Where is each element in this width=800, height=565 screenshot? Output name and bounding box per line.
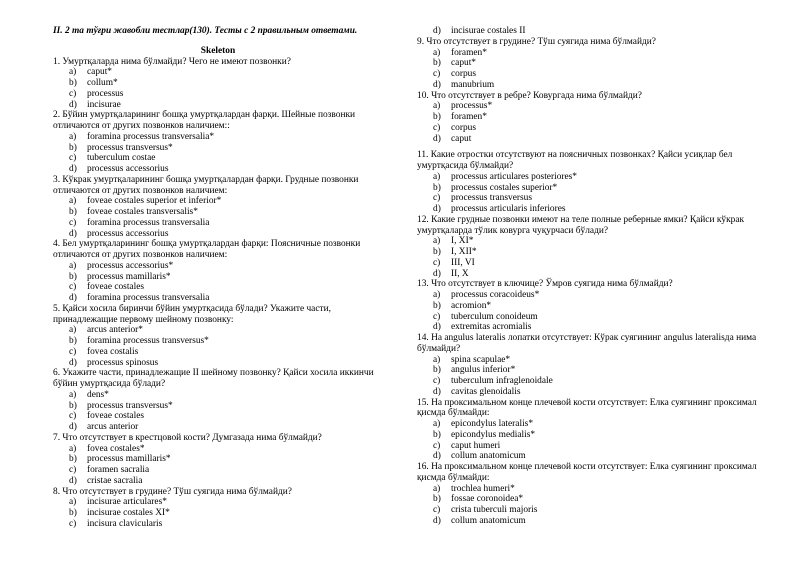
answer-option [417, 258, 762, 269]
answer-option [53, 293, 393, 304]
option-letter: c) [69, 346, 77, 357]
answer-option [53, 325, 393, 336]
option-text: foramina processus transversalia [87, 293, 210, 303]
answer-option [53, 358, 393, 369]
option-letter: b) [433, 300, 441, 311]
option-text: fovea costales* [87, 443, 145, 454]
option-text: incisurae costales II [451, 26, 526, 36]
answer-option [53, 78, 393, 89]
answer-option [417, 387, 762, 398]
option-text: processus articularis inferiores [451, 204, 566, 214]
option-letter: c) [69, 518, 77, 529]
answer-option [53, 67, 393, 78]
answer-option [417, 290, 762, 301]
answer-option [417, 134, 762, 145]
question-text: 7. Что отсутствует в крестцовой кости? Думгазада нима бўлмайди? [53, 432, 322, 443]
option-letter: d) [433, 26, 441, 36]
answer-option [417, 172, 762, 183]
right-column [417, 26, 762, 527]
option-letter: c) [69, 411, 77, 422]
option-text: foramina processus transversus* [87, 336, 209, 346]
answer-option [417, 484, 762, 495]
answer-option [417, 123, 762, 134]
option-text: processus* [451, 101, 493, 112]
option-text: foveae costales transversalis* [87, 207, 198, 217]
answer-option [53, 411, 393, 422]
option-letter: d) [433, 79, 441, 90]
left-column [53, 26, 393, 530]
option-letter: c) [69, 465, 77, 475]
section-title: Skeleton [200, 45, 236, 56]
option-letter: a) [433, 354, 441, 365]
option-text: corpus [451, 69, 476, 79]
option-letter: c) [433, 193, 441, 204]
answer-option [417, 247, 762, 258]
option-text: incisurae [87, 99, 121, 110]
option-letter: c) [69, 282, 77, 293]
option-text: processus accessorius* [87, 260, 174, 271]
option-text: foramen* [451, 112, 487, 122]
answer-option [417, 430, 762, 441]
option-letter: a) [433, 483, 441, 494]
option-letter: c) [433, 376, 441, 386]
answer-option [53, 390, 393, 401]
option-letter: d) [433, 204, 441, 214]
answer-option [53, 89, 393, 100]
option-letter: d) [69, 293, 77, 303]
option-letter: a) [433, 47, 441, 58]
option-text: acromion* [451, 300, 492, 311]
answer-option [53, 401, 393, 412]
answer-option [417, 365, 762, 376]
option-text: processus accessorius [87, 228, 169, 239]
answer-option [53, 207, 393, 218]
left-question-list [53, 57, 393, 530]
question-text: 11. Какие отростки отсутствуют на поясничных позвонках? Қайси усиқлар бел умуртқасида бўлмайди? [417, 150, 733, 171]
answer-option [53, 476, 393, 487]
option-letter: d) [433, 322, 441, 333]
option-letter: c) [433, 505, 441, 515]
answer-option [53, 143, 393, 154]
question-text: 8. Что отсутствует в грудине? Тўш суягида нима бўлмайди? [53, 486, 292, 497]
question-text: 12. Какие грудные позвонки имеют на теле полные реберные ямки? Қайси кўкрак умуртқаларда тўлик ковурга чуқурчаси бўлади? [417, 214, 745, 236]
option-text: collum anatomicum [451, 515, 526, 526]
option-text: I, XII* [451, 247, 477, 257]
option-letter: a) [433, 101, 441, 112]
option-letter: b) [433, 365, 441, 376]
answer-option [417, 26, 762, 37]
question-text: 4. Бел умуртқаларининг бошқа умуртқалардан фарқи: Поясничные позвонки отличаются от других позвонков наличием: [53, 239, 361, 260]
option-letter: c) [433, 69, 441, 79]
answer-option [417, 494, 762, 505]
answer-option [417, 451, 762, 462]
option-text: tuberculum conoideum [451, 311, 538, 322]
question-text: 6. Укажите части, принадлежащие II шейному позвонку? Қайси хосила иккинчи бўйин умуртқасида бўлади? [53, 368, 374, 389]
answer-option [53, 261, 393, 272]
answer-option [417, 112, 762, 123]
answer-option [417, 269, 762, 280]
option-text: processus spinosus [87, 357, 159, 368]
option-text: foramina processus transversalia* [87, 131, 215, 142]
option-text: processus articulares posteriores* [451, 171, 577, 182]
option-text: trochlea humeri* [451, 483, 515, 494]
question-text: 13. Что отсутствует в ключице? Ўмров суягида нима бўлмайди? [417, 279, 673, 290]
option-letter: c) [69, 88, 77, 99]
answer-option [53, 272, 393, 283]
option-text: processus mamillaris* [87, 454, 171, 465]
option-letter: c) [69, 217, 77, 228]
option-letter: a) [69, 131, 77, 142]
option-text: III, VI [451, 257, 475, 268]
option-letter: d) [69, 164, 77, 174]
option-letter: d) [433, 386, 441, 397]
option-text: epicondylus medialis* [451, 429, 536, 440]
option-letter: a) [69, 443, 77, 454]
option-text: foveae costales [87, 411, 145, 422]
option-text: II, X [451, 268, 469, 279]
option-letter: a) [433, 236, 441, 247]
answer-option [53, 347, 393, 358]
option-text: collum* [87, 78, 118, 88]
option-text: foramen sacralia [87, 465, 150, 475]
option-text: cristae sacralia [87, 475, 143, 486]
option-text: foramina processus transversalia [87, 217, 210, 228]
option-text: incisurae costales XI* [87, 508, 170, 518]
option-text: processus [87, 88, 124, 99]
answer-option [53, 508, 393, 519]
answer-option [417, 505, 762, 516]
option-letter: b) [69, 207, 77, 217]
answer-option [53, 229, 393, 240]
question-text: 16. На проксимальном конце плечевой кости отсутствует: Елка суягининг проксимал қисмда бўлмайди: [417, 462, 757, 483]
option-text: extremitas acromialis [451, 322, 532, 333]
option-letter: a) [433, 171, 441, 182]
option-letter: a) [69, 325, 77, 336]
option-letter: a) [69, 67, 77, 78]
answer-option [53, 454, 393, 465]
option-text: caput* [87, 67, 112, 78]
option-letter: b) [433, 429, 441, 440]
answer-option [417, 236, 762, 247]
answer-option [53, 444, 393, 455]
option-letter: a) [69, 497, 77, 508]
answer-option [417, 516, 762, 527]
option-text: processus transversus* [87, 142, 173, 153]
question-text: 14. На angulus lateralis лопатки отсутствует: Кўрак суягининг angulus lateralisда нима бўлмайди? [417, 333, 757, 354]
option-letter: d) [433, 268, 441, 279]
answer-option [417, 322, 762, 333]
option-letter: b) [433, 182, 441, 193]
option-text: fossae coronoidea* [451, 494, 524, 505]
question-text: 9. Что отсутствует в грудине? Тўш суягида нима бўлмайди? [417, 36, 656, 47]
option-letter: d) [69, 228, 77, 239]
option-text: spina scapulae* [451, 354, 511, 365]
question-text: 5. Қайси хосила биринчи бўйин умуртқасида бўлади? Укажите части, принадлежащие первому шейному позвонку: [53, 303, 331, 325]
option-text: manubrium [451, 79, 495, 90]
option-text: incisura clavicularis [87, 518, 163, 529]
option-letter: b) [69, 336, 77, 346]
option-letter: b) [69, 271, 77, 282]
option-text: arcus anterior [87, 422, 139, 432]
question-text: 15. На проксимальном конце плечевой кости отсутствует: Елка суягининг проксимал қисмда бўлмайди: [417, 397, 757, 419]
option-letter: c) [69, 153, 77, 164]
option-letter: a) [433, 290, 441, 300]
answer-option [53, 497, 393, 508]
question-text: 2. Бўйин умуртқаларининг бошқа умуртқалардан фарқи. Шейные позвонки отличаются от других позвонков наличием:: [53, 110, 356, 131]
section-heading: II. 2 та тўғри жавобли тестлар(130). Тесты с 2 правильным ответами. [53, 26, 358, 36]
option-letter: a) [433, 419, 441, 429]
option-letter: a) [69, 196, 77, 207]
option-letter: d) [69, 357, 77, 368]
answer-option [417, 301, 762, 312]
answer-option [53, 196, 393, 207]
answer-option [417, 183, 762, 194]
option-letter: a) [69, 389, 77, 400]
option-text: foveae costales [87, 282, 145, 293]
option-letter: b) [433, 112, 441, 122]
option-text: caput [451, 133, 472, 144]
question-text: 3. Кўкрак умуртқаларининг бошқа умуртқалардан фарқи. Грудные позвонки отличаются от других позвонков наличием: [53, 174, 359, 196]
option-text: dens* [87, 389, 109, 400]
option-text: processus transversus* [87, 400, 173, 411]
answer-option [417, 80, 762, 91]
answer-option [417, 441, 762, 452]
option-text: caput* [451, 58, 476, 69]
option-letter: c) [433, 311, 441, 322]
answer-option [53, 519, 393, 530]
option-letter: d) [69, 422, 77, 432]
question-text: 1. Умуртқаларда нима бўлмайди? Чего не имеют позвонки? [53, 56, 291, 67]
answer-option [417, 101, 762, 112]
option-letter: c) [433, 257, 441, 268]
answer-option [417, 69, 762, 80]
answer-option [53, 218, 393, 229]
answer-option [53, 164, 393, 175]
option-text: incisurae articulares* [87, 497, 167, 508]
answer-option [53, 100, 393, 111]
answer-option [417, 419, 762, 430]
option-text: I, XI* [451, 236, 474, 247]
option-text: foramen* [451, 47, 487, 58]
option-text: foveae costales superior et inferior* [87, 196, 222, 207]
answer-option [53, 153, 393, 164]
answer-option [417, 355, 762, 366]
answer-option [417, 312, 762, 323]
option-text: caput humeri [451, 440, 501, 451]
answer-option [53, 336, 393, 347]
option-letter: d) [69, 475, 77, 486]
option-letter: b) [433, 247, 441, 257]
option-letter: b) [69, 400, 77, 411]
option-letter: d) [433, 451, 441, 462]
option-letter: b) [69, 508, 77, 518]
option-letter: d) [69, 99, 77, 110]
option-text: processus mamillaris* [87, 271, 171, 282]
answer-option [53, 465, 393, 476]
option-text: angulus inferior* [451, 365, 516, 376]
answer-option [53, 282, 393, 293]
option-text: processus coracoideus* [451, 290, 540, 300]
option-letter: d) [433, 133, 441, 144]
option-text: processus transversus [451, 193, 532, 204]
option-letter: b) [69, 454, 77, 465]
right-question-list [417, 37, 762, 527]
answer-option [417, 193, 762, 204]
option-letter: b) [433, 58, 441, 69]
option-letter: d) [433, 515, 441, 526]
option-text: processus costales superior* [451, 182, 558, 193]
option-letter: b) [433, 494, 441, 505]
option-letter: b) [69, 78, 77, 88]
question-text: 10. Что отсутствует в ребре? Ковургада нима бўлмайди? [417, 90, 642, 101]
option-text: processus accessorius [87, 164, 169, 174]
option-letter: a) [69, 260, 77, 271]
answer-option [53, 132, 393, 143]
option-text: epicondylus lateralis* [451, 419, 534, 429]
option-text: corpus [451, 122, 476, 133]
answer-option [417, 48, 762, 59]
answer-option [53, 422, 393, 433]
option-text: tuberculum costae [87, 153, 156, 164]
option-text: cavitas glenoidalis [451, 386, 521, 397]
option-text: crista tuberculi majoris [451, 505, 538, 515]
option-text: tuberculum infraglenoidale [451, 376, 553, 386]
option-letter: c) [433, 440, 441, 451]
option-letter: c) [433, 122, 441, 133]
answer-option [417, 376, 762, 387]
answer-option [417, 58, 762, 69]
option-letter: b) [69, 142, 77, 153]
option-text: arcus anterior* [87, 325, 143, 336]
option-text: fovea costalis [87, 346, 139, 357]
answer-option [417, 204, 762, 215]
option-text: collum anatomicum [451, 451, 526, 462]
